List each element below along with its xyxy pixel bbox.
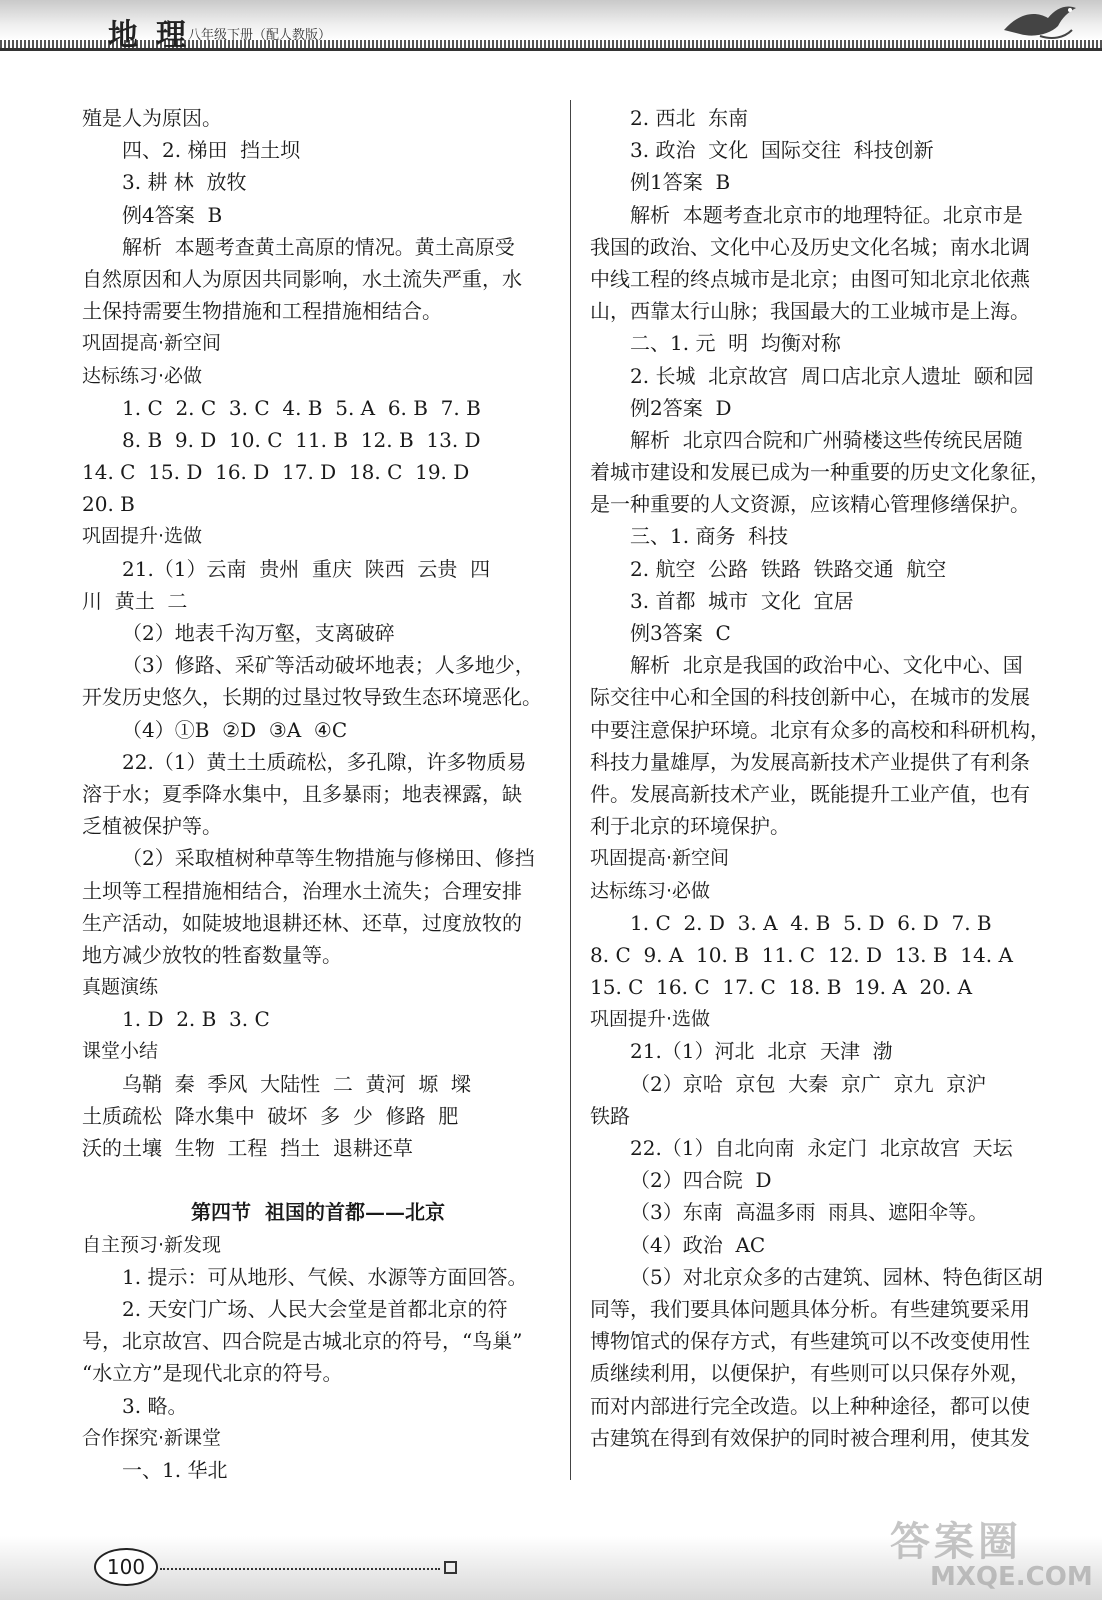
text-line: 22.（1）黄土土质疏松，多孔隙，许多物质易 [122,749,527,774]
text-line: 达标练习·必做 [82,364,203,387]
text-line: 1. C 2. C 3. C 4. B 5. A 6. B 7. B [122,395,481,420]
column-divider [570,100,571,1480]
text-line: “水立方”是现代北京的符号。 [82,1361,343,1386]
text-line: 1. C 2. D 3. A 4. B 5. D 6. D 7. B [630,910,992,935]
text-line: 合作探究·新课堂 [82,1426,222,1449]
text-line: 土质疏松 降水集中 破坏 多 少 修路 肥 [82,1103,459,1128]
text-line: 土保持需要生物措施和工程措施相结合。 [82,299,442,324]
text-line: 一、1. 华北 [122,1457,228,1482]
text-line: 2. 天安门广场、人民大会堂是首都北京的符 [122,1296,508,1321]
text-line: 件。发展高新技术产业，既能提升工业产值，也有 [590,781,1030,806]
text-line: （2）地表千沟万壑，支离破碎 [122,621,395,645]
text-line: 解析 北京四合院和广州骑楼这些传统民居随 [630,427,1023,452]
text-line: 3. 耕 林 放牧 [122,170,247,195]
text-line: 殖是人为原因。 [82,106,222,130]
text-line: 第四节 祖国的首都——北京 [191,1200,445,1225]
text-line: 四、2. 梯田 挡土坝 [122,138,301,163]
text-line: 地方减少放牧的牲畜数量等。 [82,942,342,967]
text-line: 例4答案 B [122,202,223,227]
text-line: （2）四合院 D [630,1168,772,1193]
text-line: 沃的土壤 生物 工程 挡土 退耕还草 [82,1136,413,1160]
text-line: 22.（1）自北向南 永定门 北京故宫 天坛 [630,1136,1013,1160]
text-line: 是一种重要的人文资源，应该精心管理修缮保护。 [590,492,1030,517]
text-line: 例1答案 B [630,170,731,195]
text-line: 巩固提升·选做 [590,1008,711,1031]
text-line: 二、1. 元 明 均衡对称 [630,331,841,356]
text-line: 溶于水；夏季降水集中，且多暴雨；地表裸露，缺 [82,781,522,806]
text-line: 我国的政治、文化中心及历史文化名城；南水北调 [590,234,1030,259]
text-line: 3. 政治 文化 国际交往 科技创新 [630,138,934,163]
text-line: 科技力量雄厚，为发展高新技术产业提供了有利条 [590,749,1030,774]
text-line: 解析 本题考查黄土高原的情况。黄土高原受 [122,234,515,259]
text-line: 生产活动，如陡坡地退耕还林、还草，过度放牧的 [82,910,522,935]
text-line: 际交往中心和全国的科技创新中心，在城市的发展 [590,685,1030,710]
text-line: 8. B 9. D 10. C 11. B 12. B 13. D [122,427,481,452]
text-line: 自然原因和人为原因共同影响，水土流失严重，水 [82,266,522,291]
text-line: 铁路 [590,1103,630,1128]
text-line: 2. 航空 公路 铁路 铁路交通 航空 [630,556,947,581]
text-line: 乌鞘 秦 季风 大陆性 二 黄河 塬 墚 [122,1071,472,1096]
text-line: 巩固提升·选做 [82,525,203,548]
text-line: 真题演练 [82,976,159,999]
text-line: 而对内部进行完全改造。以上种种途径，都可以使 [590,1393,1030,1418]
text-line: 15. C 16. C 17. C 18. B 19. A 20. A [590,975,973,1000]
left-column [82,102,554,1486]
text-line: 巩固提高·新空间 [82,332,222,355]
text-line: 解析 本题考查北京市的地理特征。北京市是 [630,202,1023,227]
text-line: （2）京哈 京包 大秦 京广 京九 京沪 [630,1071,987,1096]
grade-label: 八年级下册（配人教版） [188,28,332,43]
text-line: （2）采取植树种草等生物措施与修梯田、修挡 [122,846,535,871]
text-line: 解析 北京是我国的政治中心、文化中心、国 [630,653,1023,678]
footer-dotted-rule [160,1568,440,1570]
text-line: 21.（1）河北 北京 天津 渤 [630,1039,893,1064]
text-line: 巩固提高·新空间 [590,847,730,870]
text-line: 20. B [82,492,135,517]
text-line: 达标练习·必做 [590,879,711,902]
text-line: 乏植被保护等。 [82,814,222,839]
text-line: 号，北京故宫、四合院是古城北京的符号，“鸟巢” [82,1329,523,1354]
page-number: 100 [94,1548,158,1586]
text-line: 21.（1）云南 贵州 重庆 陕西 云贵 四 [122,556,491,581]
text-line: 14. C 15. D 16. D 17. D 18. C 19. D [82,460,470,485]
text-line: 3. 首都 城市 文化 宜居 [630,588,854,613]
text-line: （3）东南 高温多雨 雨具、遮阳伞等。 [630,1200,989,1225]
footer-square-icon [444,1561,457,1574]
text-line: 1. D 2. B 3. C [122,1007,270,1032]
text-line: 博物馆式的保存方式，有些建筑可以不改变使用性 [590,1329,1030,1354]
right-column [590,102,1060,1454]
text-line [82,1164,554,1196]
text-line: （5）对北京众多的古建筑、园林、特色街区胡 [630,1264,1043,1289]
text-line: 2. 长城 北京故宫 周口店北京人遗址 颐和园 [630,363,1034,388]
text-line: 土坝等工程措施相结合，治理水土流失；合理安排 [82,878,522,903]
text-line: （4）政治 AC [630,1232,766,1257]
text-line: 课堂小结 [82,1040,159,1063]
text-line: 利于北京的环境保护。 [590,814,790,839]
text-line: 质继续利用，以便保护，有些则可以只保存外观， [590,1361,1030,1386]
text-line: 着城市建设和发展已成为一种重要的历史文化象征， [590,460,1050,485]
text-line: 自主预习·新发现 [82,1233,222,1256]
text-line: 1. 提示：可从地形、气候、水源等方面回答。 [122,1264,528,1289]
text-line: 例3答案 C [630,621,731,645]
text-line: 中线工程的终点城市是北京；由图可知北京北依燕 [590,266,1030,291]
text-line: 2. 西北 东南 [630,106,749,130]
text-line: 三、1. 商务 科技 [630,524,789,549]
text-line: 开发历史悠久，长期的过垦过牧导致生态环境恶化。 [82,685,542,710]
subject-title: 地理 [108,18,204,53]
text-line: 3. 略。 [122,1393,188,1418]
watermark-logo: 答案圈 [890,1519,1022,1565]
text-line: 例2答案 D [630,395,732,420]
text-line: 川 黄土 二 [82,588,188,613]
text-line: 古建筑在得到有效保护的同时被合理利用，使其发 [590,1425,1030,1450]
text-line: （4）①B ②D ③A ④C [122,717,348,742]
text-line: 8. C 9. A 10. B 11. C 12. D 13. B 14. A [590,942,1013,967]
bird-logo-icon [1000,0,1080,48]
text-line: （3）修路、采矿等活动破坏地表；人多地少， [122,653,535,678]
watermark-url: MXQE.COM [930,1562,1093,1592]
text-line: 山，西靠太行山脉；我国最大的工业城市是上海。 [590,299,1030,324]
text-line: 同等，我们要具体问题具体分析。有些建筑要采用 [590,1296,1030,1321]
text-line: 中要注意保护环境。北京有众多的高校和科研机构， [590,717,1050,742]
